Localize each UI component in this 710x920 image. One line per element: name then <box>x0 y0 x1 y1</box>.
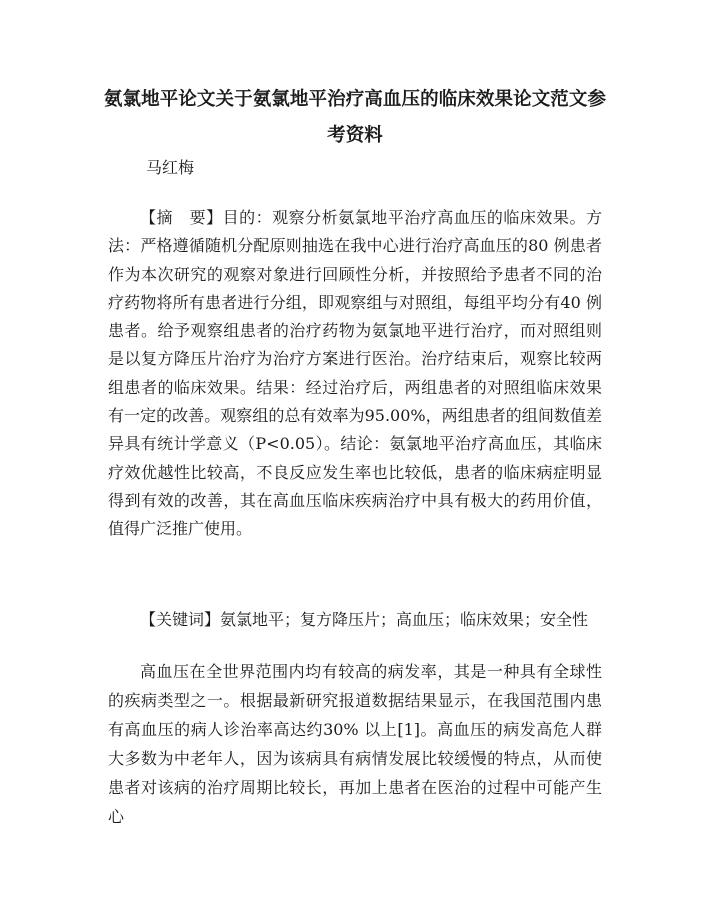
abstract-label: 【摘 要】 <box>140 208 223 227</box>
abstract-text: 目的：观察分析氨氯地平治疗高血压的临床效果。方法：严格遵循随机分配原则抽选在我中心进行治疗高血压的80 例患者作为本次研究的观察对象进行回顾性分析，并按照给予患者不同的治疗药物将所有患者进行分组，即观察组与对照组，每组平均分有40 例患者。给予观察组患者的治疗药物为氨氯地平进行治疗，而对照组则是以复方降压片治疗为治疗方案进行医治。治疗结束后，观察比较两组患者的临床效果。结果：经过治疗后，两组患者的对照组临床效果有一定的改善。观察组的总有效率为95.00%，两组患者的组间数值差异具有统计学意义（P<0.05）。结论：氨氯地平治疗高血压，其临床疗效优越性比较高，不良反应发生率也比较低，患者的临床病症明显得到有效的改善，其在高血压临床疾病治疗中具有极大的药用价值，值得广泛推广使用。 <box>108 208 602 539</box>
keywords-text: 氨氯地平；复方降压片；高血压；临床效果；安全性 <box>220 610 589 629</box>
intro-paragraph: 高血压在全世界范围内均有较高的病发率，其是一种具有全球性的疾病类型之一。根据最新研究报道数据结果显示，在我国范围内患有高血压的病人诊治率高达约30% 以上[1]。高血压的病发高危人群大多数为中老年人，因为该病具有病情发展比较缓慢的特点，从而使患者对该病的治疗周期比较长，再加上患者在医治的过程中可能产生心 <box>108 662 602 826</box>
document-title: 氨氯地平论文关于氨氯地平治疗高血压的临床效果论文范文参考资料 <box>103 89 607 146</box>
keywords-label: 【关键词】 <box>140 610 221 629</box>
abstract-paragraph <box>108 204 602 544</box>
keywords-paragraph <box>108 605 602 635</box>
author-name: 马红梅 <box>146 158 195 177</box>
